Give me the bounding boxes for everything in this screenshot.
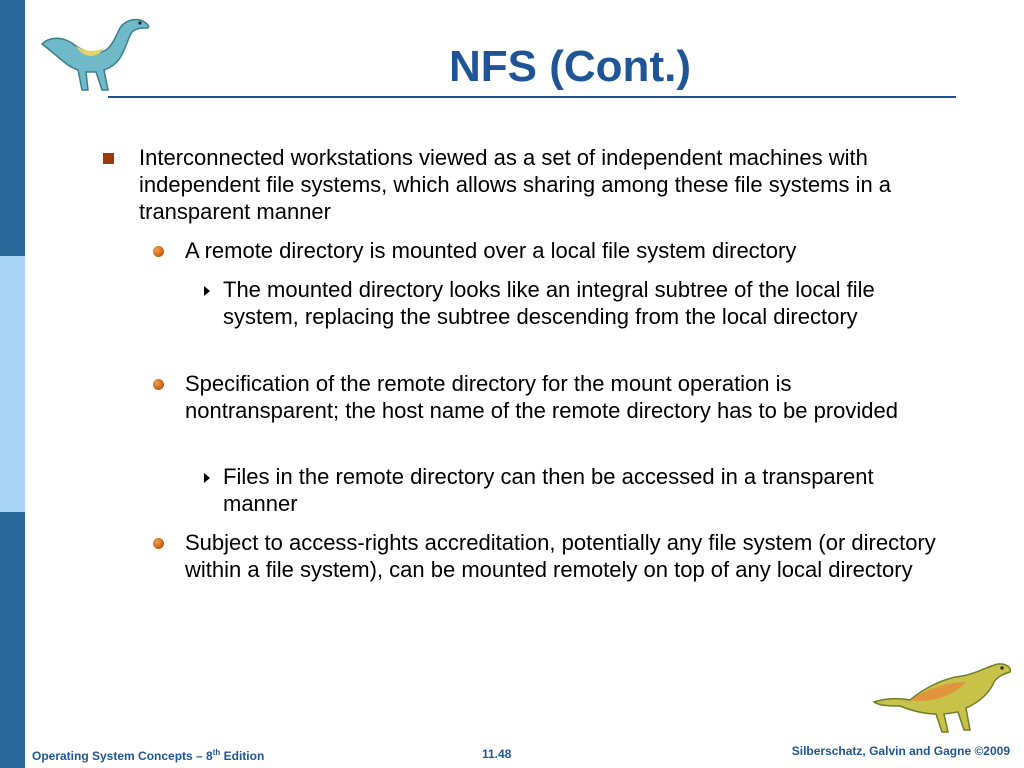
slide-title: NFS (Cont.) xyxy=(449,42,691,91)
bullet-text: Specification of the remote directory for the mount operation is nontransparent; the host name of the remote directory has to be provided xyxy=(185,371,898,423)
footer-authors: Silberschatz, Galvin and Gagne ©2009 xyxy=(791,744,1010,758)
arrow-bullet-icon xyxy=(204,473,210,483)
bullet-text: Files in the remote directory can then be accessed in a transparent manner xyxy=(223,464,874,516)
page-number: 11.48 xyxy=(482,747,512,761)
bullet-text: A remote directory is mounted over a local file system directory xyxy=(185,238,797,263)
dinosaur-logo-bottom-icon xyxy=(870,658,1016,740)
square-bullet-icon xyxy=(103,153,114,164)
round-bullet-icon xyxy=(153,379,164,390)
round-bullet-icon xyxy=(153,246,164,257)
round-bullet-icon xyxy=(153,538,164,549)
sidebar-band-bottom xyxy=(0,512,25,768)
sidebar-band-middle xyxy=(0,256,25,512)
bullet-text: Interconnected workstations viewed as a set of independent machines with independent file systems, which allows sharing among these file systems in a transparent manner xyxy=(139,145,892,224)
footer-book-suffix: Edition xyxy=(220,749,265,763)
arrow-bullet-icon xyxy=(204,286,210,296)
title-divider xyxy=(108,96,956,98)
sidebar-band-top xyxy=(0,0,25,256)
bullet-text: The mounted directory looks like an integral subtree of the local file system, replacing the subtree descending from the local directory xyxy=(223,277,875,329)
footer-book-sup: th xyxy=(212,748,221,757)
footer-book-title xyxy=(32,748,264,763)
bullet-text: Subject to access-rights accreditation, potentially any file system (or directory within a file system), can be mounted remotely on top of any local directory xyxy=(185,530,936,582)
footer-book-prefix: Operating System Concepts – 8 xyxy=(32,749,213,763)
dinosaur-logo-top-icon xyxy=(36,6,156,96)
